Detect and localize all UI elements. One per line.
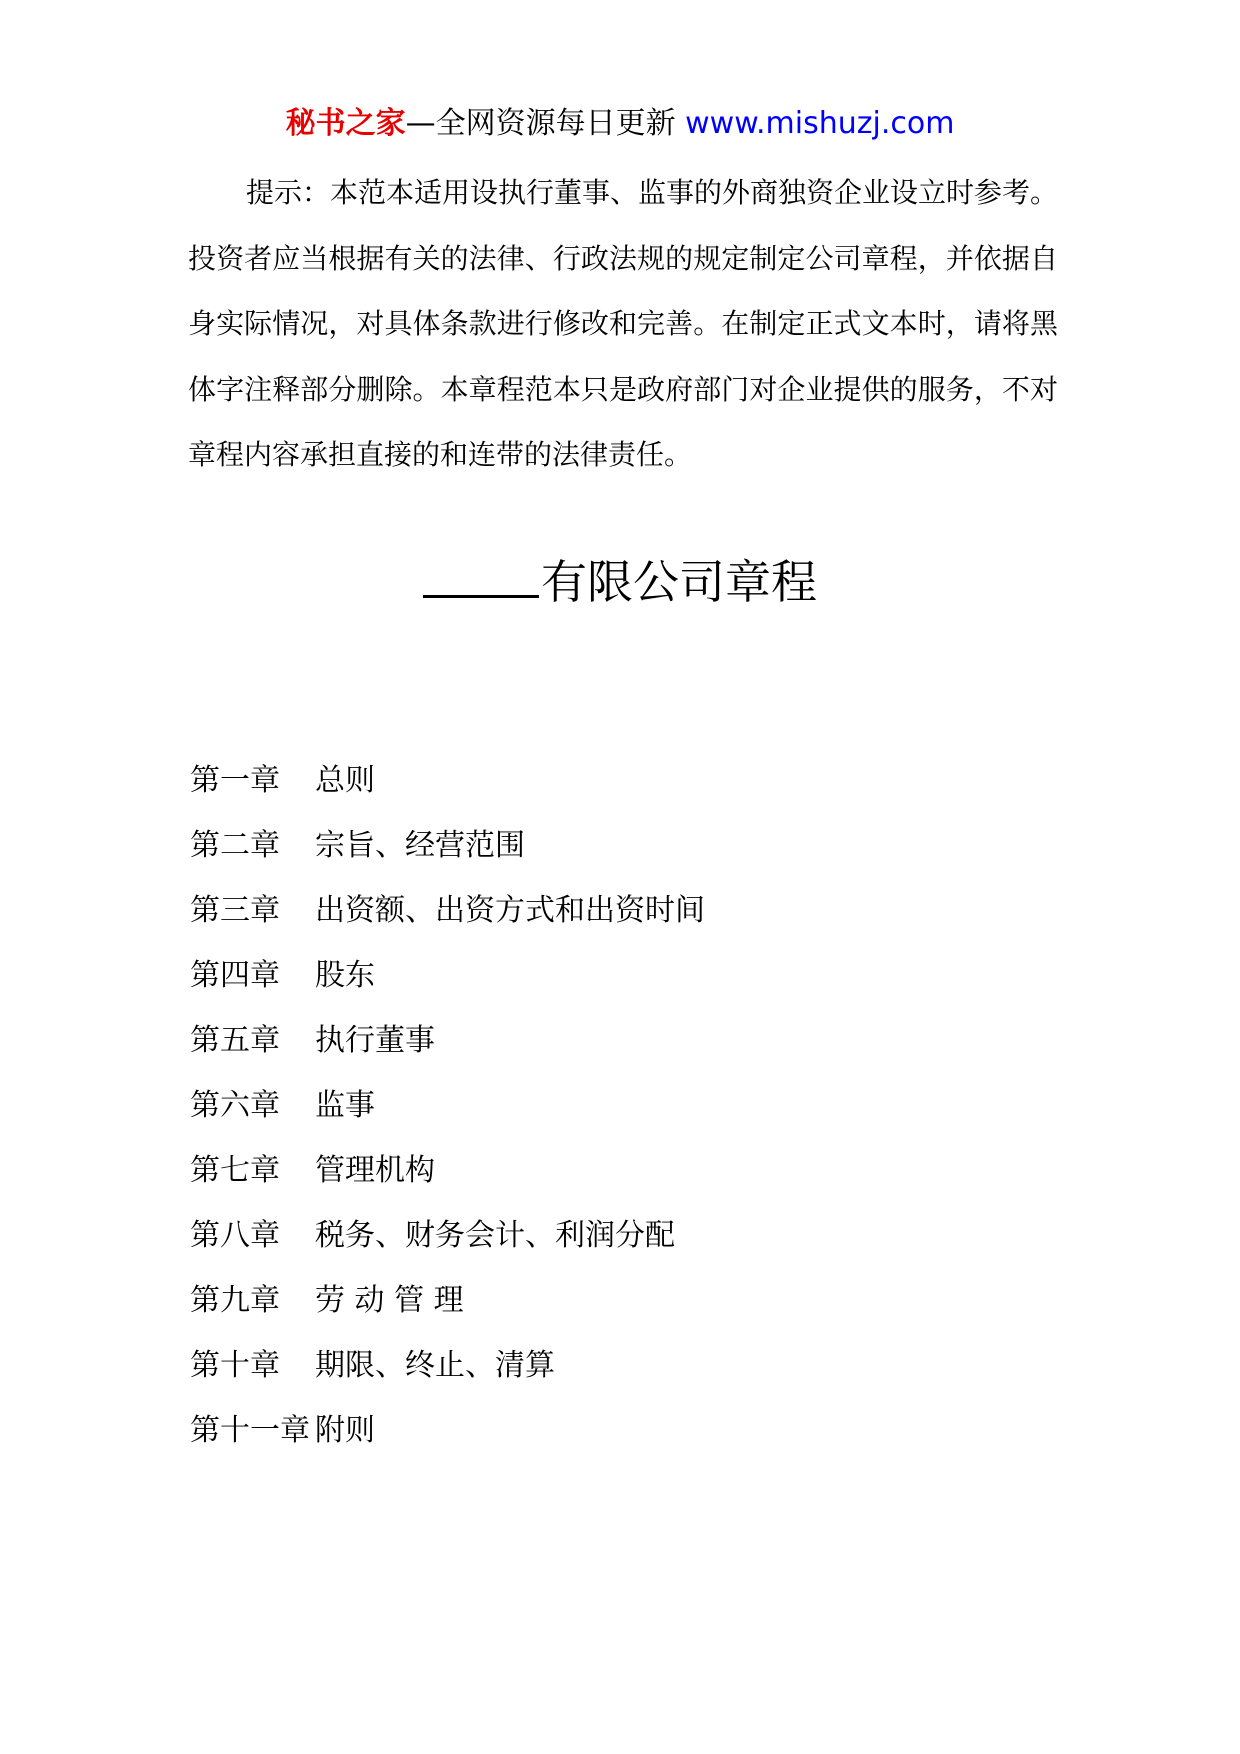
chapter-number: 第六章 <box>190 1088 280 1123</box>
chapter-number: 第八章 <box>190 1218 280 1253</box>
chapter-title: 出资额、出资方式和出资时间 <box>315 893 705 928</box>
site-header <box>0 100 1240 148</box>
toc-item <box>190 748 1090 813</box>
slogan: —全网资源每日更新 <box>405 106 676 141</box>
toc-item <box>190 1333 1090 1398</box>
site-url-link[interactable]: www.mishuzj.com <box>685 106 955 141</box>
chapter-number: 第二章 <box>190 828 280 863</box>
chapter-number: 第十一章 <box>190 1413 310 1448</box>
chapter-title: 股东 <box>315 958 375 993</box>
chapter-number: 第九章 <box>190 1283 280 1318</box>
chapter-number: 第四章 <box>190 958 280 993</box>
notice-paragraph: 提示：本范本适用设执行董事、监事的外商独资企业设立时参考。投资者应当根据有关的法律、行政法规的规定制定公司章程，并依据自身实际情况，对具体条款进行修改和完善。在制定正式文本时，请将黑体字注释部分删除。本章程范本只是政府部门对企业提供的服务，不对章程内容承担直接的和连带的法律责任。 <box>188 176 1059 471</box>
table-of-contents <box>190 748 1090 1463</box>
brand-name: 秘书之家 <box>285 106 406 141</box>
chapter-title: 执行董事 <box>315 1023 435 1058</box>
chapter-number: 第七章 <box>190 1153 280 1188</box>
toc-item <box>190 1268 1090 1333</box>
toc-item <box>190 943 1090 1008</box>
chapter-title: 宗旨、经营范围 <box>315 828 525 863</box>
chapter-title: 劳 动 管 理 <box>315 1283 464 1318</box>
chapter-number: 第五章 <box>190 1023 280 1058</box>
chapter-number: 第十章 <box>190 1348 280 1383</box>
document-title <box>0 550 1240 614</box>
toc-item <box>190 1138 1090 1203</box>
chapter-title: 期限、终止、清算 <box>315 1348 555 1383</box>
chapter-title: 监事 <box>315 1088 375 1123</box>
toc-item <box>190 813 1090 878</box>
chapter-number: 第一章 <box>190 763 280 798</box>
chapter-title: 附则 <box>315 1413 375 1448</box>
chapter-title: 总则 <box>315 763 375 798</box>
chapter-title: 管理机构 <box>315 1153 435 1188</box>
toc-item <box>190 1008 1090 1073</box>
company-name-blank <box>423 551 539 598</box>
toc-item <box>190 1073 1090 1138</box>
document-title-text: 有限公司章程 <box>541 555 817 609</box>
toc-item <box>190 1398 1090 1463</box>
toc-item <box>190 878 1090 943</box>
chapter-title: 税务、财务会计、利润分配 <box>315 1218 675 1253</box>
chapter-number: 第三章 <box>190 893 280 928</box>
toc-item <box>190 1203 1090 1268</box>
